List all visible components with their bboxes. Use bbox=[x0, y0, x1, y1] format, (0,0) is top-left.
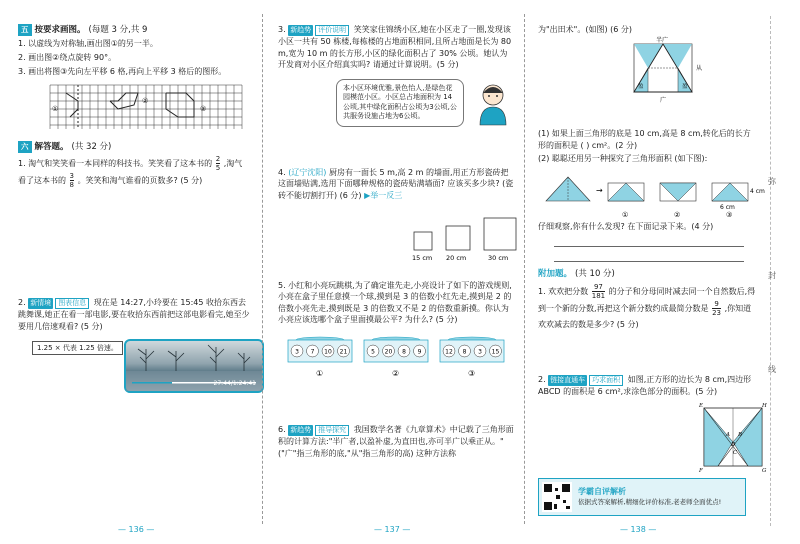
triangle-exploration-figure bbox=[542, 169, 765, 219]
b1-text: ,你知道欢欢减去的数是多少? (5 分) bbox=[538, 303, 752, 329]
b2-number: 2. bbox=[538, 375, 546, 385]
ball-box bbox=[288, 337, 352, 378]
ball-number: 8 bbox=[402, 348, 406, 356]
fig-fill-b: 盈 bbox=[682, 84, 688, 90]
boy-avatar-icon bbox=[476, 81, 510, 125]
binding-char: 线 bbox=[768, 365, 776, 374]
badge: 新情境 bbox=[30, 299, 52, 308]
ball-number: 15 bbox=[491, 348, 500, 356]
ball-number: 21 bbox=[339, 348, 348, 356]
chutian-figure-row bbox=[538, 24, 756, 104]
ball-number: 10 bbox=[324, 348, 332, 356]
fig-base: 广 bbox=[660, 97, 667, 104]
grid-label-3: ③ bbox=[200, 105, 207, 114]
badge: 新趋势 bbox=[290, 425, 312, 434]
section-scoring: (共 32 分) bbox=[71, 142, 112, 153]
badge: 链接直通车 bbox=[550, 376, 586, 385]
ball-boxes-figure bbox=[284, 334, 514, 382]
fig-label-2: ② bbox=[674, 210, 681, 219]
box-label: ③ bbox=[468, 368, 476, 378]
section-number: 六 bbox=[18, 141, 32, 153]
dim-label: 4 cm bbox=[750, 187, 765, 195]
page-number: — 137 — bbox=[374, 525, 411, 535]
tile-label: 30 cm bbox=[488, 253, 509, 262]
badge: 新趋势 bbox=[290, 26, 312, 34]
section-title: 按要求画图。 bbox=[34, 25, 86, 35]
badge: 评价说明 bbox=[315, 25, 349, 36]
question-3 bbox=[278, 24, 514, 71]
badge: 图表信息 bbox=[55, 298, 89, 309]
point-label: E bbox=[699, 402, 704, 409]
bonus-header bbox=[538, 268, 756, 280]
answer-line[interactable] bbox=[554, 235, 744, 247]
ball-number: 9 bbox=[417, 348, 422, 356]
observe-prompt: 仔细观察,你有什么发现? 在下面记录下来。(4 分) bbox=[538, 221, 714, 231]
speech-bubble: 本小区环境优雅,景色怡人,是绿色花园模范小区。小区总占地面积为 14公顷,其中绿化面积占公顷为3公顷,公共服务设施占地为6公顷。 bbox=[336, 79, 464, 127]
self-eval-title: 学霸自评解析 bbox=[578, 487, 626, 497]
fig-height: 从 bbox=[696, 65, 703, 72]
q3-text: 笑笑家住锦绣小区,她在小区走了一圈,发现该小区一共有 50 栋楼,每栋楼的占地面积相同,且所占地面是长为 80 m,宽为 10 m 的长方形,小区的绿化面积占了 30% 公顷。她认为开发商对小区介绍真实吗? 请通过计算说明。(5 分) bbox=[278, 25, 512, 70]
ball-number: 3 bbox=[295, 348, 299, 356]
ball-box bbox=[364, 337, 428, 378]
point-label: G bbox=[762, 467, 767, 474]
sec5-item-3: 3. 画出将图③先向左平移 6 格,再向上平移 3 格后的图形。 bbox=[18, 66, 227, 76]
square-shaded-figure bbox=[698, 402, 768, 474]
fig-label-3: ③ bbox=[726, 210, 733, 219]
bonus-question-2 bbox=[538, 374, 756, 398]
page-138 bbox=[524, 0, 767, 544]
page-number: — 138 — bbox=[620, 525, 657, 535]
base-label: 6 cm bbox=[720, 203, 735, 211]
ball-number: 7 bbox=[310, 348, 315, 356]
q6-part-1: (1) 如果上面三角形的底是 10 cm,高是 8 cm,转化后的长方形的面积是 ( ) cm²。(2 分) bbox=[538, 129, 751, 150]
q4-link[interactable]: ▶举一反三 bbox=[364, 190, 403, 200]
q2-number: 2. bbox=[18, 298, 26, 308]
fraction: $\frac{3}{8}$ bbox=[69, 172, 75, 190]
b2-text: 如图,正方形的边长为 8 cm,四边形 ABCD 的面积是 6 cm²,求涂色部分的面积。(5 分) bbox=[538, 375, 752, 397]
point-label: F bbox=[699, 467, 703, 474]
bonus-question-1 bbox=[538, 283, 756, 333]
box-label: ① bbox=[316, 368, 324, 378]
q1-text: 看了这本书的 bbox=[18, 176, 66, 186]
grid-label-2: ② bbox=[142, 97, 149, 106]
drawing-grid bbox=[46, 81, 246, 133]
grid-label-1: ① bbox=[52, 105, 59, 114]
tile-sizes-figure bbox=[298, 214, 518, 266]
q1-text: 。笑笑和淘气谁看的页数多? (5 分) bbox=[77, 176, 203, 186]
fig-half-base: 半广 bbox=[656, 37, 669, 44]
box-label: ② bbox=[392, 368, 400, 378]
badge: 巧求面积 bbox=[589, 375, 623, 386]
q4-number: 4. bbox=[278, 167, 286, 177]
section-5-header bbox=[18, 24, 252, 36]
answer-line[interactable] bbox=[554, 250, 744, 262]
phone-screen bbox=[124, 339, 264, 393]
point-label: H bbox=[762, 402, 767, 409]
fraction: $\frac{9}{23}$ bbox=[712, 299, 722, 317]
ball-box bbox=[440, 337, 504, 378]
playback-time: 27:44/1:24:41 bbox=[213, 379, 256, 387]
b1-text: 1. 欢欢把分数 bbox=[538, 286, 589, 296]
q2-text: 现在是 14:27,小玲要在 15:45 收拾东西去跳舞课,她正在看一部电影,要在收拾东西前把这部电影看完,她至少要用几倍速观看? (5 分) bbox=[18, 298, 250, 331]
section-scoring: (每题 3 分,共 9 bbox=[88, 25, 148, 35]
point-label: B bbox=[738, 431, 743, 438]
binding-char: 封 bbox=[768, 271, 776, 280]
question-1 bbox=[18, 155, 252, 189]
fig-fill-a: 盈 bbox=[638, 84, 644, 90]
point-label: A bbox=[726, 431, 730, 438]
section-6-header bbox=[18, 141, 252, 153]
fraction: $\frac{2}{5}$ bbox=[215, 155, 221, 173]
ball-number: 5 bbox=[371, 348, 375, 356]
arrow-icon: → bbox=[596, 185, 603, 195]
q1-text: 1. 淘气和笑笑看一本同样的科技书。笑笑看了这本书的 bbox=[18, 159, 213, 169]
self-eval-text: 依据式答案解析,精细化评价标准,老老师全面优点! bbox=[578, 498, 722, 507]
video-player-figure bbox=[32, 339, 256, 397]
section-number: 五 bbox=[18, 24, 32, 36]
speed-note: 1.25 × 代表 1.25 倍速。 bbox=[32, 341, 123, 355]
section-title: 解答题。 bbox=[34, 142, 69, 153]
q3-number: 3. bbox=[278, 25, 286, 34]
page-136 bbox=[0, 0, 262, 544]
q6-continue: 为"出田术"。(如图) (6 分) bbox=[538, 25, 633, 34]
page-number: — 136 — bbox=[118, 525, 155, 535]
ball-number: 20 bbox=[384, 348, 393, 356]
question-2 bbox=[18, 297, 252, 332]
question-6 bbox=[278, 424, 514, 459]
fig-label-1: ① bbox=[622, 210, 629, 219]
q6-text: 我国数学名著《九章算术》中记载了三角形面积的计算方法:"半广者,以盈补虚,为直田也,亦可半广以乘正从。" ("广"指三角形的底,"从"指三角形的高) 这种方法称 bbox=[278, 424, 514, 458]
page-137 bbox=[262, 0, 524, 544]
b1-text: 的分子和分母同时减去同一个自然数后,得到一个新的分数,再把这个新分数约成最简分数是 bbox=[538, 286, 756, 313]
bonus-scoring: (共 10 分) bbox=[575, 269, 615, 280]
sec5-item-2: 2. 画出图②绕点旋转 90°。 bbox=[18, 52, 117, 62]
q1-text: ,淘气 bbox=[223, 159, 243, 169]
fraction: $\frac{97}{181}$ bbox=[591, 282, 606, 300]
binding-char: 弥 bbox=[768, 177, 776, 186]
qr-code-icon[interactable] bbox=[542, 482, 572, 512]
self-eval-footer bbox=[538, 478, 746, 516]
ball-number: 8 bbox=[462, 348, 467, 356]
sec5-item-1: 1. 以虚线为对称轴,画出图①的另一半。 bbox=[18, 39, 158, 49]
q4-region-tag: (辽宁沈阳) bbox=[288, 167, 327, 177]
q6-number: 6. bbox=[278, 424, 286, 434]
ball-number: 12 bbox=[445, 348, 453, 356]
question-4 bbox=[278, 167, 514, 202]
bonus-title: 附加题。 bbox=[538, 269, 573, 280]
chutian-figure bbox=[622, 36, 712, 106]
point-label: C bbox=[733, 449, 738, 456]
q4-text: 厨房有一面长 5 m,高 2 m 的墙面,用正方形瓷砖把这面墙贴满,选用下面哪种规格的瓷砖贴满墙面? 应该买多少块? (瓷砖不能切割打开) (6 分) bbox=[278, 167, 514, 200]
point-label: D bbox=[731, 441, 736, 448]
badge: 推导探究 bbox=[315, 425, 349, 436]
q6-part-2: (2) 聪聪还用另一种探究了三角形面积 (如下图): bbox=[538, 154, 708, 164]
question-5: 5. 小红和小亮玩跳棋,为了确定谁先走,小亮设计了如下的游戏规则,小亮在盒子里任意摸一个球,摸到是 3 的倍数小红先走,摸到是 2 的倍数小亮先走,摸到既是 3 的倍数又不是 2 的倍数重新摸。你认为小亮应该选哪个盒子里面摸最公平? 为什么? (5 分) bbox=[278, 280, 512, 325]
tile-label: 15 cm bbox=[412, 253, 433, 262]
ball-number: 3 bbox=[478, 348, 482, 356]
q3-figure bbox=[278, 73, 514, 137]
tile-label: 20 cm bbox=[446, 253, 467, 262]
